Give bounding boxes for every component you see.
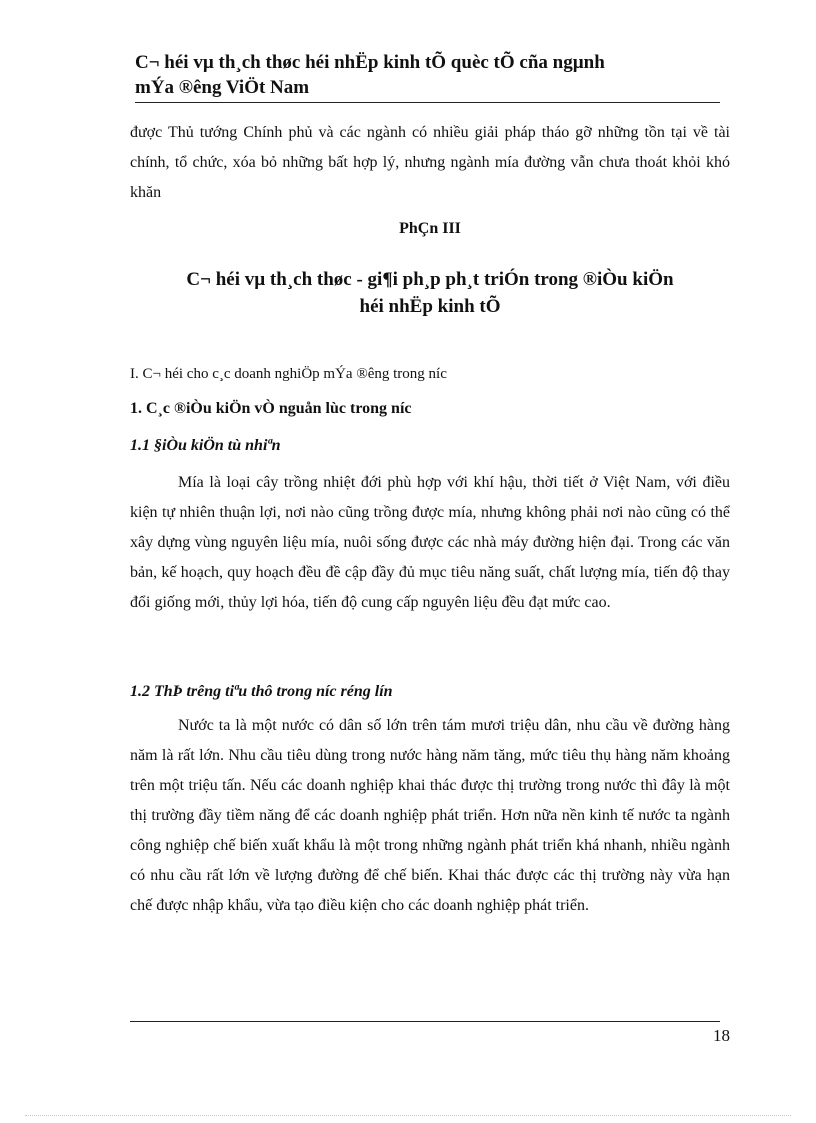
header-line-2: mÝa ®êng ViÖt Nam bbox=[135, 77, 310, 98]
part-title-line-2: héi nhËp kinh tÕ bbox=[359, 296, 501, 317]
part-title bbox=[130, 266, 730, 320]
section-1-1-heading: 1.1 §iÒu kiÖn tù nhiªn bbox=[130, 437, 281, 454]
section-I-heading: I. C¬ héi cho c¸c doanh nghiÖp mÝa ®êng trong níc bbox=[130, 366, 447, 382]
header-line-1: C¬ héi vµ th¸ch thøc héi nhËp kinh tÕ quèc tÕ cña ngµnh bbox=[135, 52, 605, 73]
running-header bbox=[135, 50, 720, 103]
page-number: 18 bbox=[713, 1026, 730, 1045]
section-1-2-heading: 1.2 ThÞ trêng tiªu thô trong níc réng lín bbox=[130, 683, 393, 700]
section-1-heading: 1. C¸c ®iÒu kiÖn vÒ nguån lùc trong níc bbox=[130, 400, 412, 417]
page-bottom-edge bbox=[25, 1115, 791, 1116]
paragraph-1-2: Nước ta là một nước có dân số lớn trên tám mươi triệu dân, nhu cầu về đường hàng năm là rất lớn. Nhu cầu tiêu dùng trong nước hàng năm tăng, mức tiêu thụ hàng năm khoảng trên một triệu tấn. Nếu các doanh nghiệp khai thác được thị trường trong nước thì đây là một thị trường đầy tiềm năng để các doanh nghiệp phát triển. Hơn nữa nền kinh tế nước ta ngành công nghiệp chế biến xuất khẩu là một trong những ngành phát triển khá nhanh, nhiều ngành có nhu cầu rất lớn về lượng đường để chế biến. Khai thác được các thị trường này vừa hạn chế được nhập khẩu, vừa tạo điều kiện cho các doanh nghiệp phát triển. bbox=[130, 717, 730, 914]
part-title-line-1: C¬ héi vµ th¸ch thøc - gi¶i ph¸p ph¸t triÓn trong ®iÒu kiÖn bbox=[186, 269, 674, 290]
paragraph-1-1: Mía là loại cây trồng nhiệt đới phù hợp với khí hậu, thời tiết ở Việt Nam, với điều kiện tự nhiên thuận lợi, nơi nào cũng trồng được mía, nhưng không phải nơi nào cũng có thể xây dựng vùng nguyên liệu mía, nuôi sống được các nhà máy đường hiện đại. Trong các văn bản, kế hoạch, quy hoạch đều đề cập đầy đủ mục tiêu năng suất, chất lượng mía, tiến độ thay đổi giống mới, thủy lợi hóa, tiến độ cung cấp nguyên liệu đều đạt mức cao. bbox=[130, 474, 730, 611]
intro-paragraph: được Thủ tướng Chính phủ và các ngành có nhiều giải pháp tháo gỡ những tồn tại về tài chính, tổ chức, xóa bỏ những bất hợp lý, nhưng ngành mía đường vẫn chưa thoát khỏi khó khăn bbox=[130, 124, 730, 201]
footer-divider bbox=[130, 1021, 720, 1022]
part-heading: PhÇn III bbox=[399, 220, 461, 237]
